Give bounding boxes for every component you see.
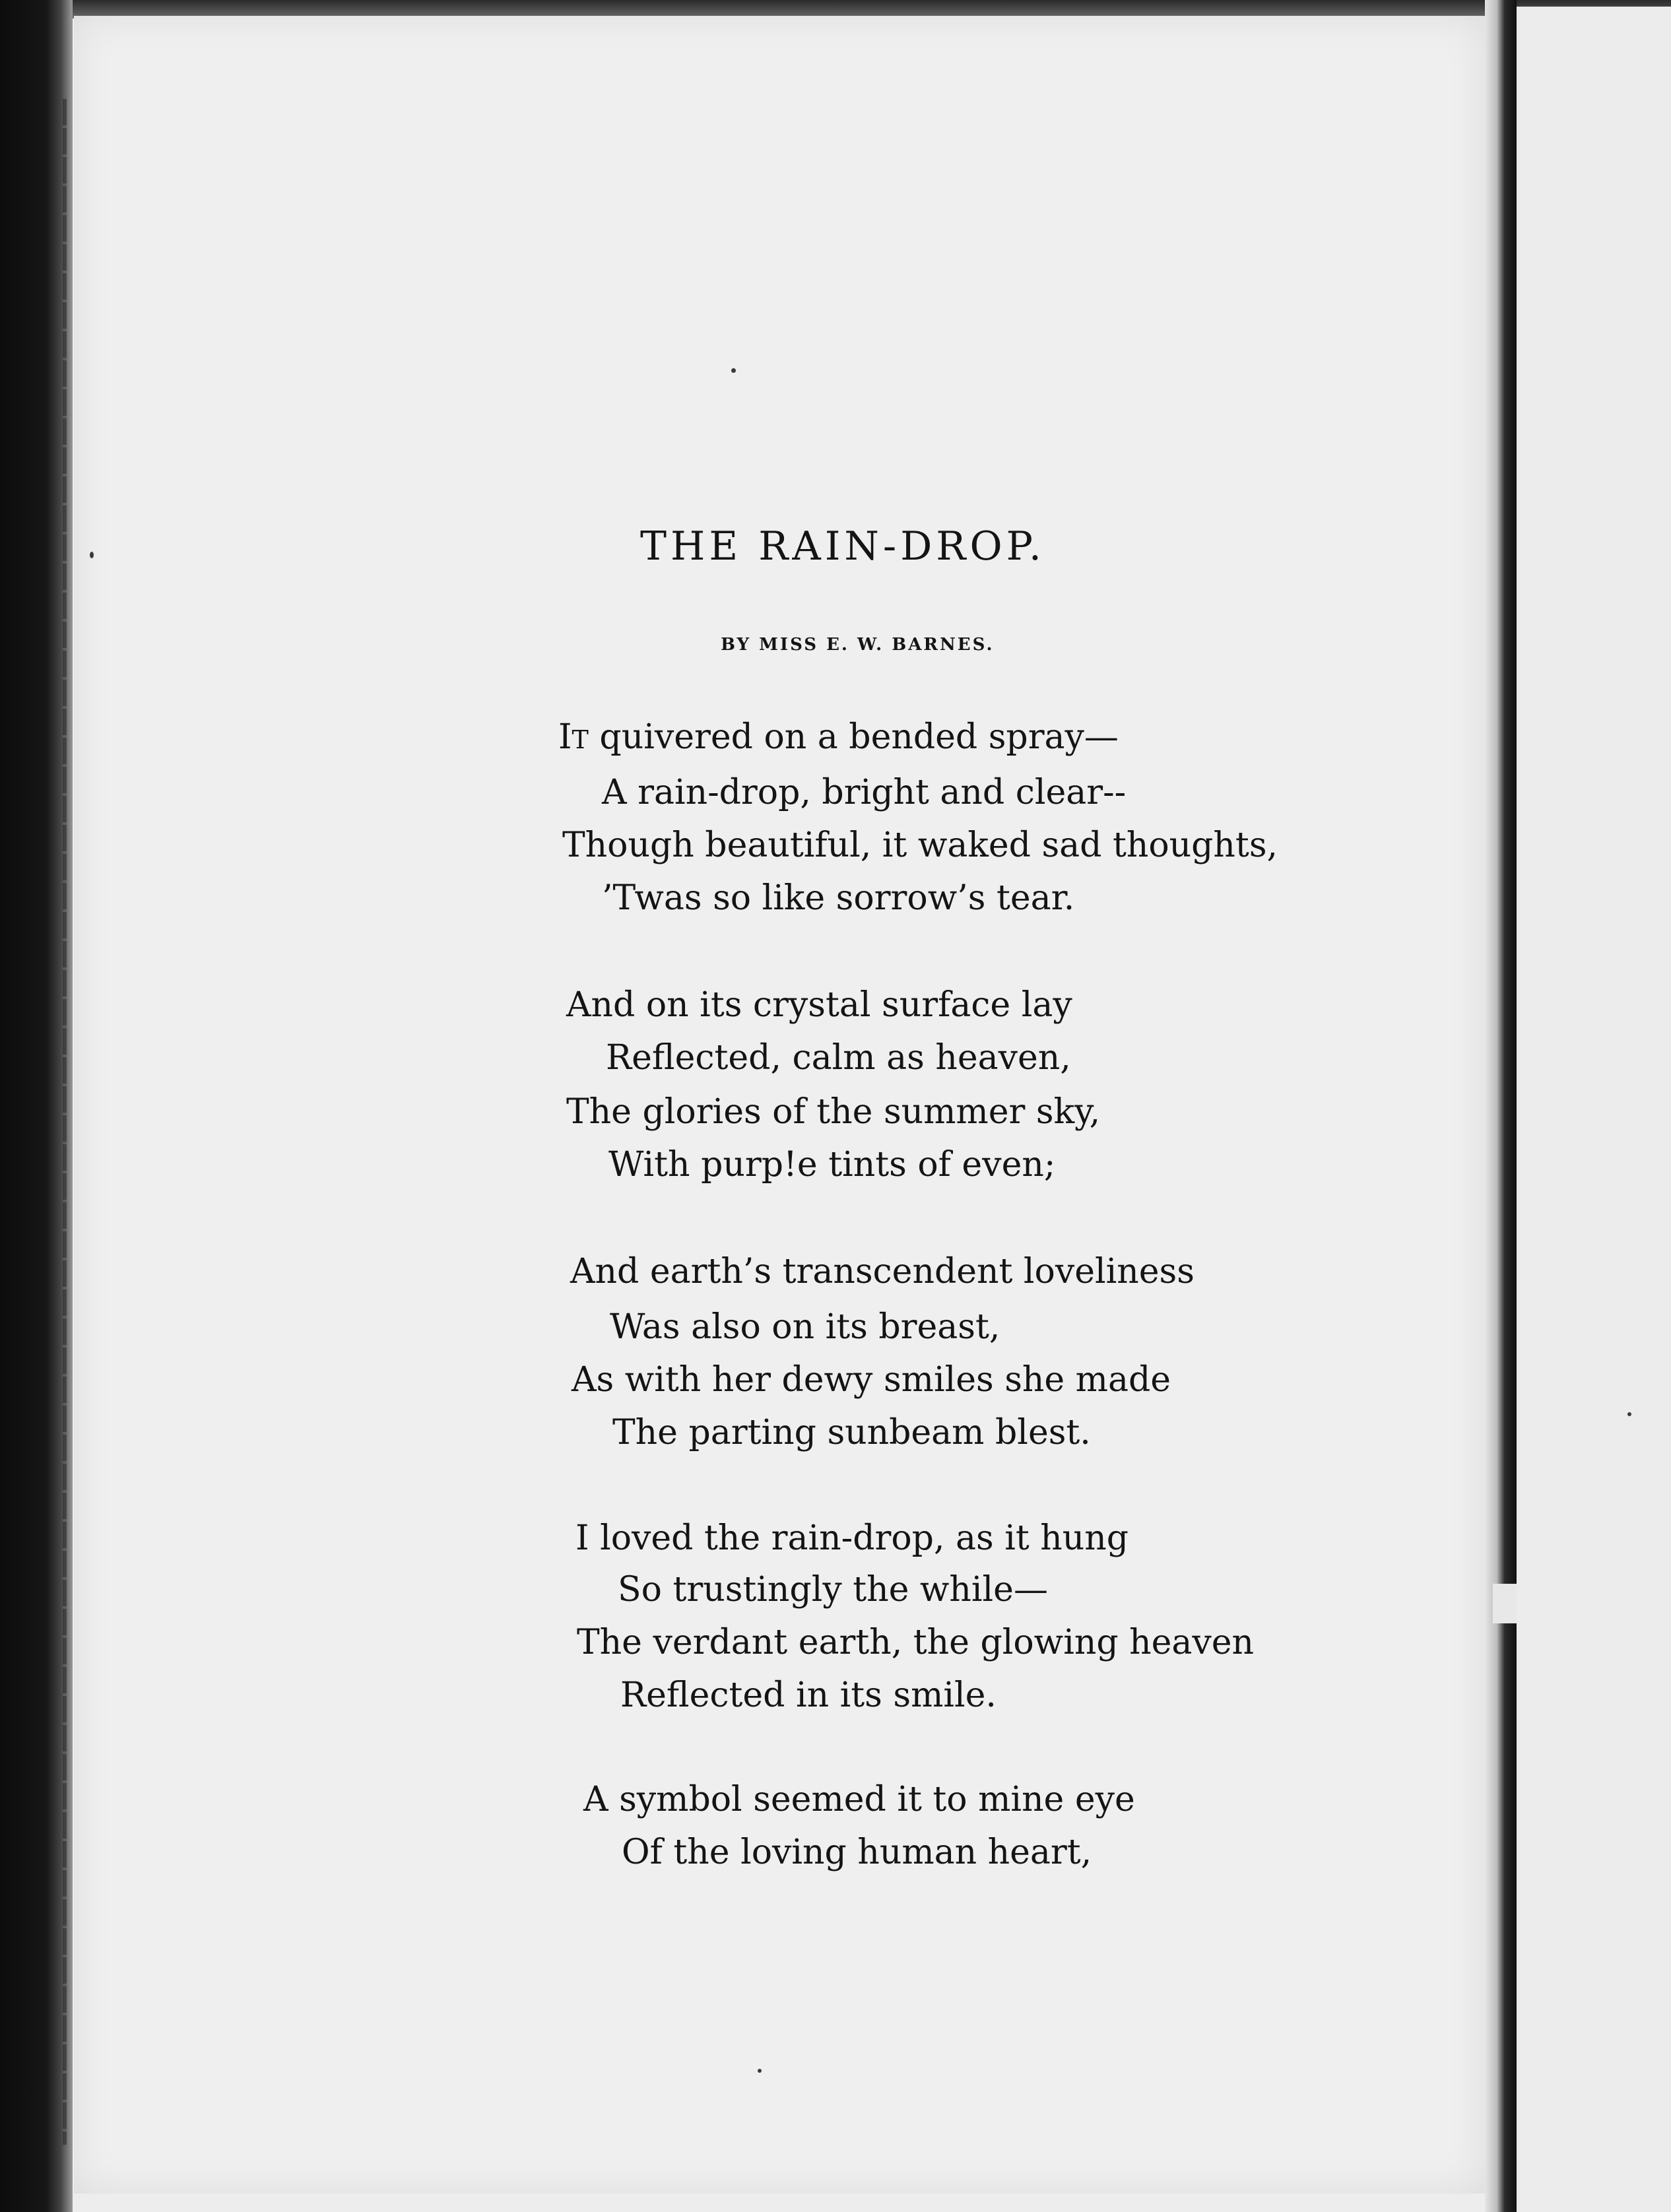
poem-line: Was also on its breast,	[610, 1307, 1000, 1347]
poem-line: The glories of the summer sky,	[566, 1092, 1101, 1132]
poem-line: ’Twas so like sorrow’s tear.	[602, 878, 1075, 918]
poem-line: Though beautiful, it waked sad thoughts,	[562, 826, 1278, 865]
small-caps-letters: T	[572, 725, 589, 754]
poem-line: A rain-drop, bright and clear--	[602, 773, 1127, 812]
poem-line: The parting sunbeam blest.	[612, 1413, 1091, 1452]
poem-line: A symbol seemed it to mine eye	[583, 1780, 1135, 1819]
poem-line-1-text: quivered on a bended spray—	[588, 717, 1119, 757]
poem-byline: BY MISS E. W. BARNES.	[721, 635, 995, 655]
poem-line: Reflected in its smile.	[620, 1675, 997, 1715]
poem-line: As with her dewy smiles she made	[572, 1360, 1171, 1400]
poem-line: So trustingly the while—	[618, 1570, 1048, 1610]
poem-line: I loved the rain-drop, as it hung	[575, 1518, 1129, 1558]
poem-line-1	[558, 714, 1119, 763]
poem-line: With purp!e tints of even;	[608, 1145, 1056, 1185]
poem-line: And earth’s transcendent loveliness	[570, 1252, 1195, 1291]
poem-line: Of the loving human heart,	[622, 1833, 1092, 1872]
drop-cap-initial: I	[558, 717, 572, 757]
poem-title: THE RAIN-DROP.	[640, 523, 1045, 569]
poem-line: The verdant earth, the glowing heaven	[577, 1623, 1255, 1662]
poem-line: Reflected, calm as heaven,	[606, 1038, 1071, 1078]
poem-line: And on its crystal surface lay	[566, 985, 1072, 1025]
